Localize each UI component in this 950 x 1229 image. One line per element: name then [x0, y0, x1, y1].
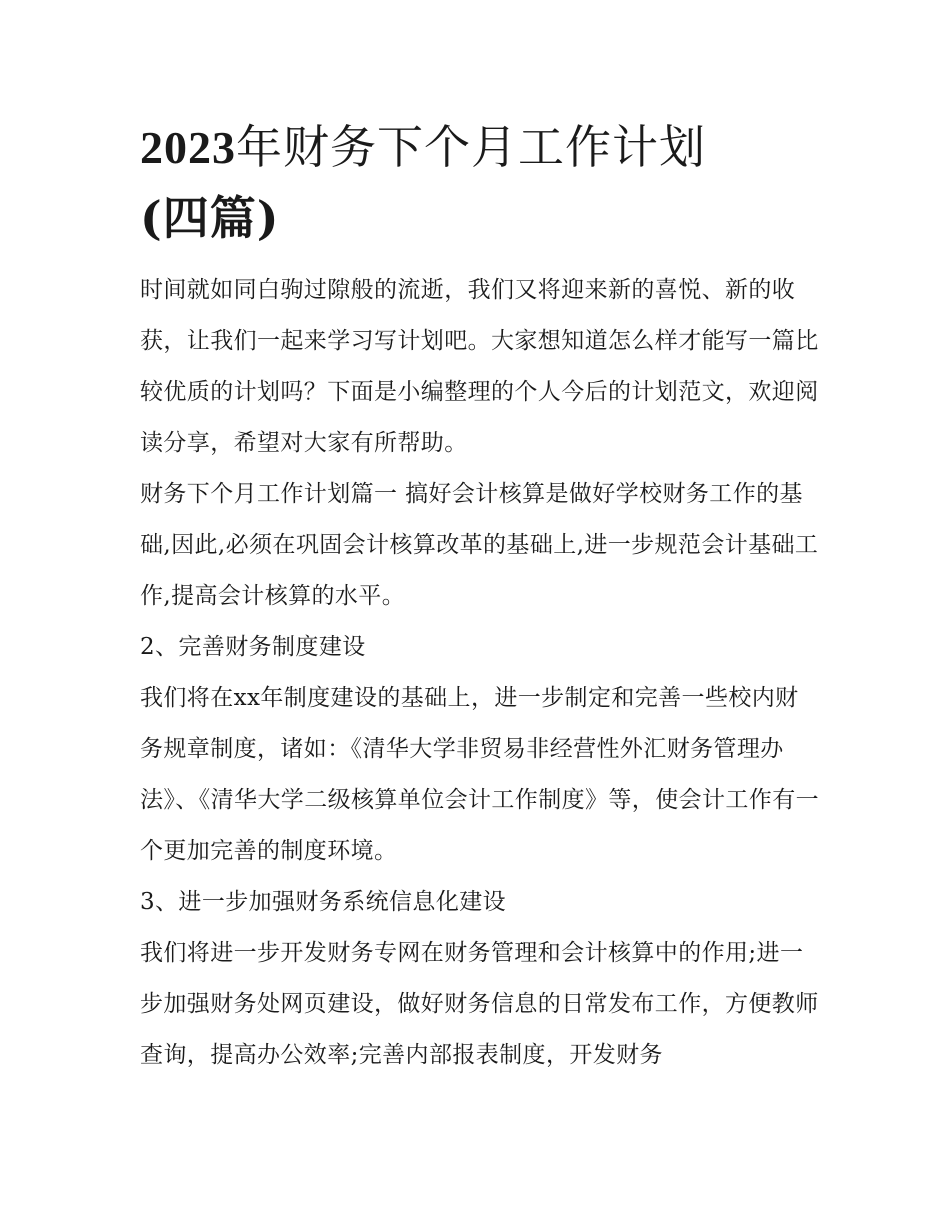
document-body — [140, 265, 820, 1081]
intro-paragraph: 时间就如同白驹过隙般的流逝，我们又将迎来新的喜悦、新的收获，让我们一起来学习写计划吧。大家想知道怎么样才能写一篇比较优质的计划吗？下面是小编整理的个人今后的计划范文，欢迎阅读分享，希望对大家有所帮助。 — [140, 277, 819, 456]
section-1-paragraph: 财务下个月工作计划篇一 搞好会计核算是做好学校财务工作的基础,因此,必须在巩固会计核算改革的基础上,进一步规范会计基础工作,提高会计核算的水平。 — [140, 481, 819, 609]
title-year: 2023 — [140, 122, 236, 173]
page-title — [140, 112, 820, 253]
title-text: 年财务下个月工作计划 — [236, 120, 706, 174]
section-2-heading: 2、完善财务制度建设 — [140, 634, 366, 660]
document-page — [140, 112, 820, 1081]
section-2-paragraph: 我们将在xx年制度建设的基础上，进一步制定和完善一些校内财务规章制度，诸如：《清华大学非贸易非经营性外汇财务管理办法》、《清华大学二级核算单位会计工作制度》等，使会计工作有一个更加完善的制度环境。 — [140, 685, 819, 864]
section-3-heading: 3、进一步加强财务系统信息化建设 — [140, 889, 507, 915]
title-subtitle: (四篇) — [140, 191, 280, 245]
section-3-paragraph: 我们将进一步开发财务专网在财务管理和会计核算中的作用;进一步加强财务处网页建设，做好财务信息的日常发布工作，方便教师查询，提高办公效率;完善内部报表制度，开发财务 — [140, 940, 819, 1068]
